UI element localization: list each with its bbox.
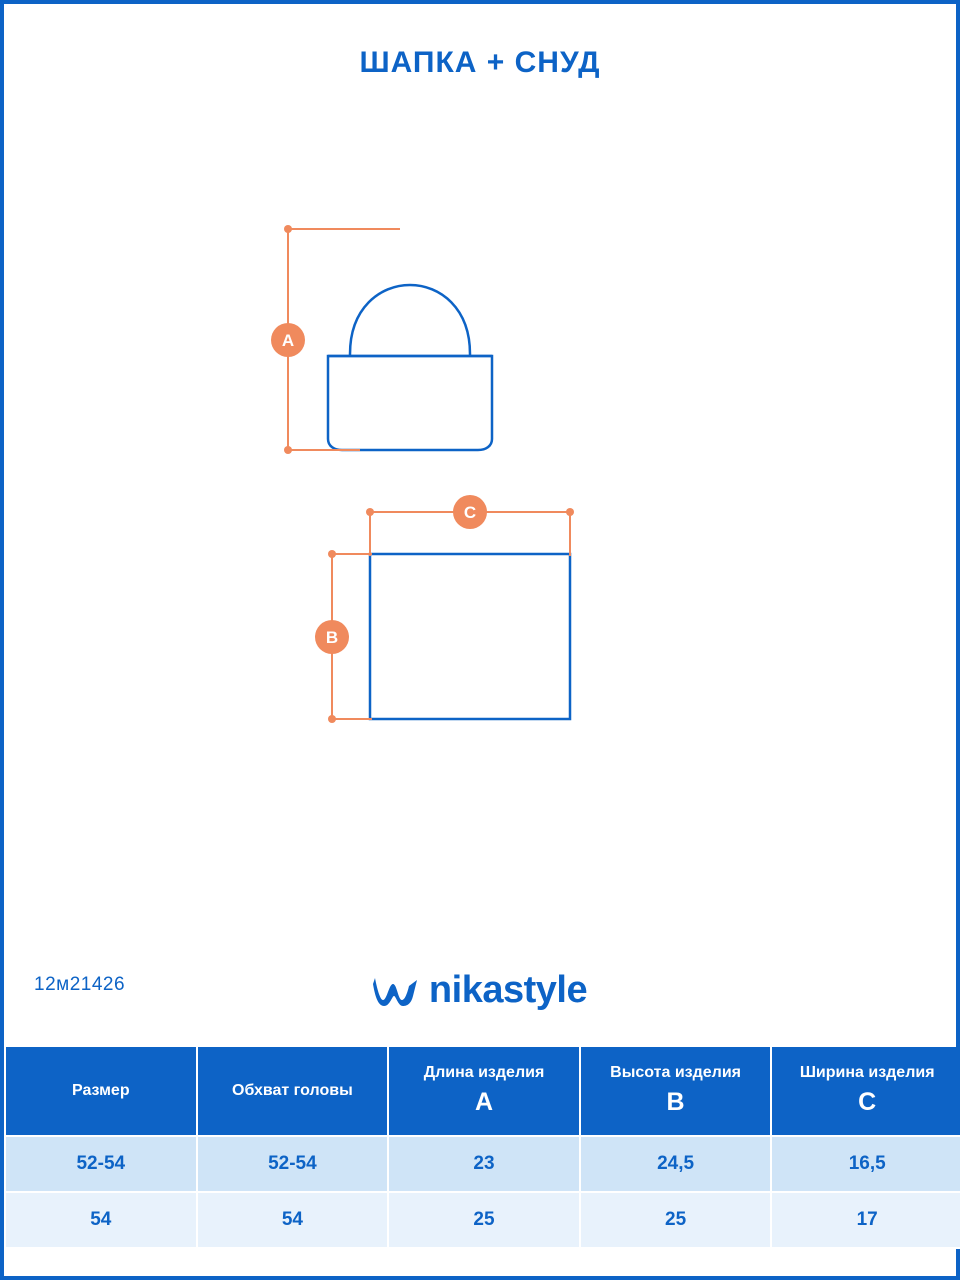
- measure-line-b: [315, 550, 372, 723]
- table-row: [5, 1136, 960, 1192]
- page-title: ШАПКА + СНУД: [359, 46, 601, 79]
- header-length-label: Длина изделия: [423, 1064, 545, 1082]
- measure-line-c: [366, 495, 574, 556]
- cell-size: 54: [5, 1192, 197, 1248]
- header-length-letter: A: [474, 1087, 494, 1116]
- cell-head-circumference: 54: [197, 1192, 389, 1248]
- header-height-letter: B: [666, 1087, 685, 1116]
- header-length: [388, 1047, 580, 1136]
- cell-width: 17: [771, 1192, 960, 1248]
- header-head-circumference-label: Обхват головы: [232, 1082, 353, 1100]
- snood-illustration: [370, 554, 570, 719]
- cell-head-circumference: 52-54: [197, 1136, 389, 1192]
- cell-width: 16,5: [771, 1136, 960, 1192]
- badge-b-label: B: [325, 628, 339, 647]
- header-height-label: Высота изделия: [610, 1064, 741, 1082]
- logo-text: nikastyle: [428, 969, 588, 1011]
- header-width-letter: C: [858, 1087, 877, 1116]
- diagram-svg: [160, 174, 800, 734]
- header-height: [580, 1047, 772, 1136]
- article-code: 12м21426: [34, 974, 126, 995]
- table-row: [5, 1192, 960, 1248]
- cell-length: 25: [388, 1192, 580, 1248]
- header-size-label: Размер: [71, 1082, 130, 1100]
- cell-height: 25: [580, 1192, 772, 1248]
- nikastyle-w-logo-icon: [373, 974, 419, 1008]
- brand-logo: [4, 969, 956, 1019]
- badge-a-label: A: [281, 331, 295, 350]
- hat-illustration: [328, 285, 492, 450]
- header-width: [771, 1047, 960, 1136]
- badge-c-label: C: [463, 503, 477, 522]
- table-header-row: [5, 1047, 960, 1136]
- product-diagram: [4, 174, 956, 774]
- size-table: [4, 1047, 960, 1249]
- header-size: [5, 1047, 197, 1136]
- cell-height: 24,5: [580, 1136, 772, 1192]
- header-head-circumference: [197, 1047, 389, 1136]
- cell-size: 52-54: [5, 1136, 197, 1192]
- cell-length: 23: [388, 1136, 580, 1192]
- header-width-label: Ширина изделия: [799, 1064, 935, 1082]
